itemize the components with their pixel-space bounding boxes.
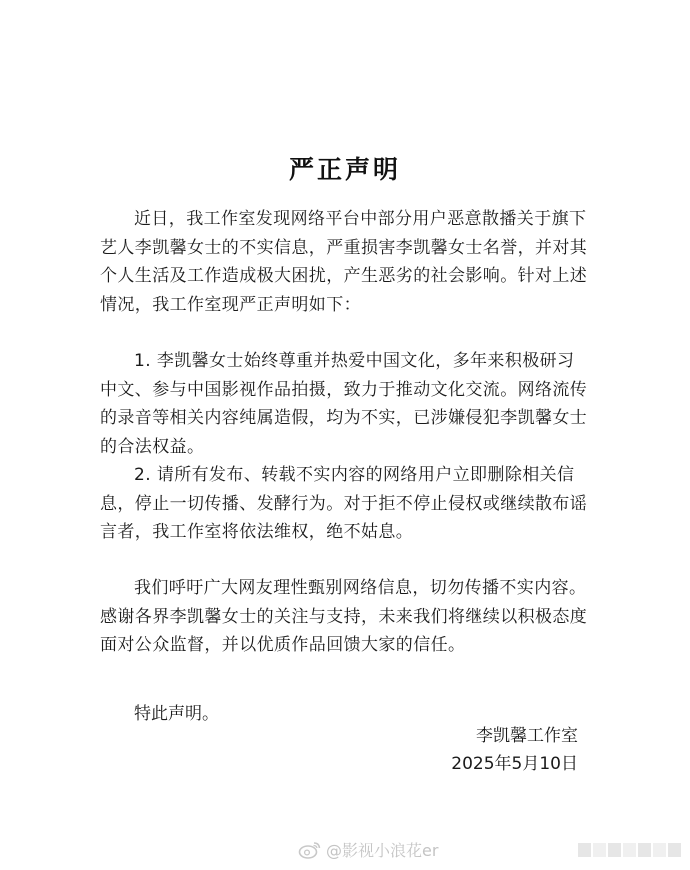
signature-date: 2025年5月10日 xyxy=(451,754,578,774)
paragraph-text: 我们呼吁广大网友理性甄别网络信息，切勿传播不实内容。感谢各界李凯馨女士的关注与支持，未来我们将继续以积极态度面对公众监督，并以优质作品回馈大家的信任。 xyxy=(100,578,588,655)
watermark-text: @影视小浪花er xyxy=(326,841,439,860)
weibo-icon xyxy=(298,840,322,860)
statement-items-list xyxy=(100,347,590,547)
paragraph-text: 近日，我工作室发现网络平台中部分用户恶意散播关于旗下艺人李凯馨女士的不实信息，严重损害李凯馨女士名誉，并对其个人生活及工作造成极大困扰，产生恶劣的社会影响。针对上述情况，我工作室现严正声明如下： xyxy=(100,209,588,315)
statement-paragraph-intro xyxy=(100,205,590,319)
statement-item-1: 1. 李凯馨女士始终尊重并热爱中国文化，多年来积极研习中文、参与中国影视作品拍摄，致力于推动文化交流。网络流传的录音等相关内容纯属造假，均为不实，已涉嫌侵犯李凯馨女士的合法权益。 xyxy=(100,351,588,457)
signature-organization: 李凯馨工作室 xyxy=(476,726,578,746)
document-title: 严正声明 xyxy=(288,155,401,184)
statement-item-2: 2. 请所有发布、转载不实内容的网络用户立即删除相关信息，停止一切传播、发酵行为。对于拒不停止侵权或继续散布谣言者，我工作室将依法维权，绝不姑息。 xyxy=(100,465,588,542)
signature-block xyxy=(378,722,578,778)
statement-paragraph-appeal xyxy=(100,574,590,660)
weibo-watermark xyxy=(298,838,438,861)
blurred-watermark-mosaic xyxy=(578,843,681,857)
closing-line: 特此声明。 xyxy=(134,704,219,724)
